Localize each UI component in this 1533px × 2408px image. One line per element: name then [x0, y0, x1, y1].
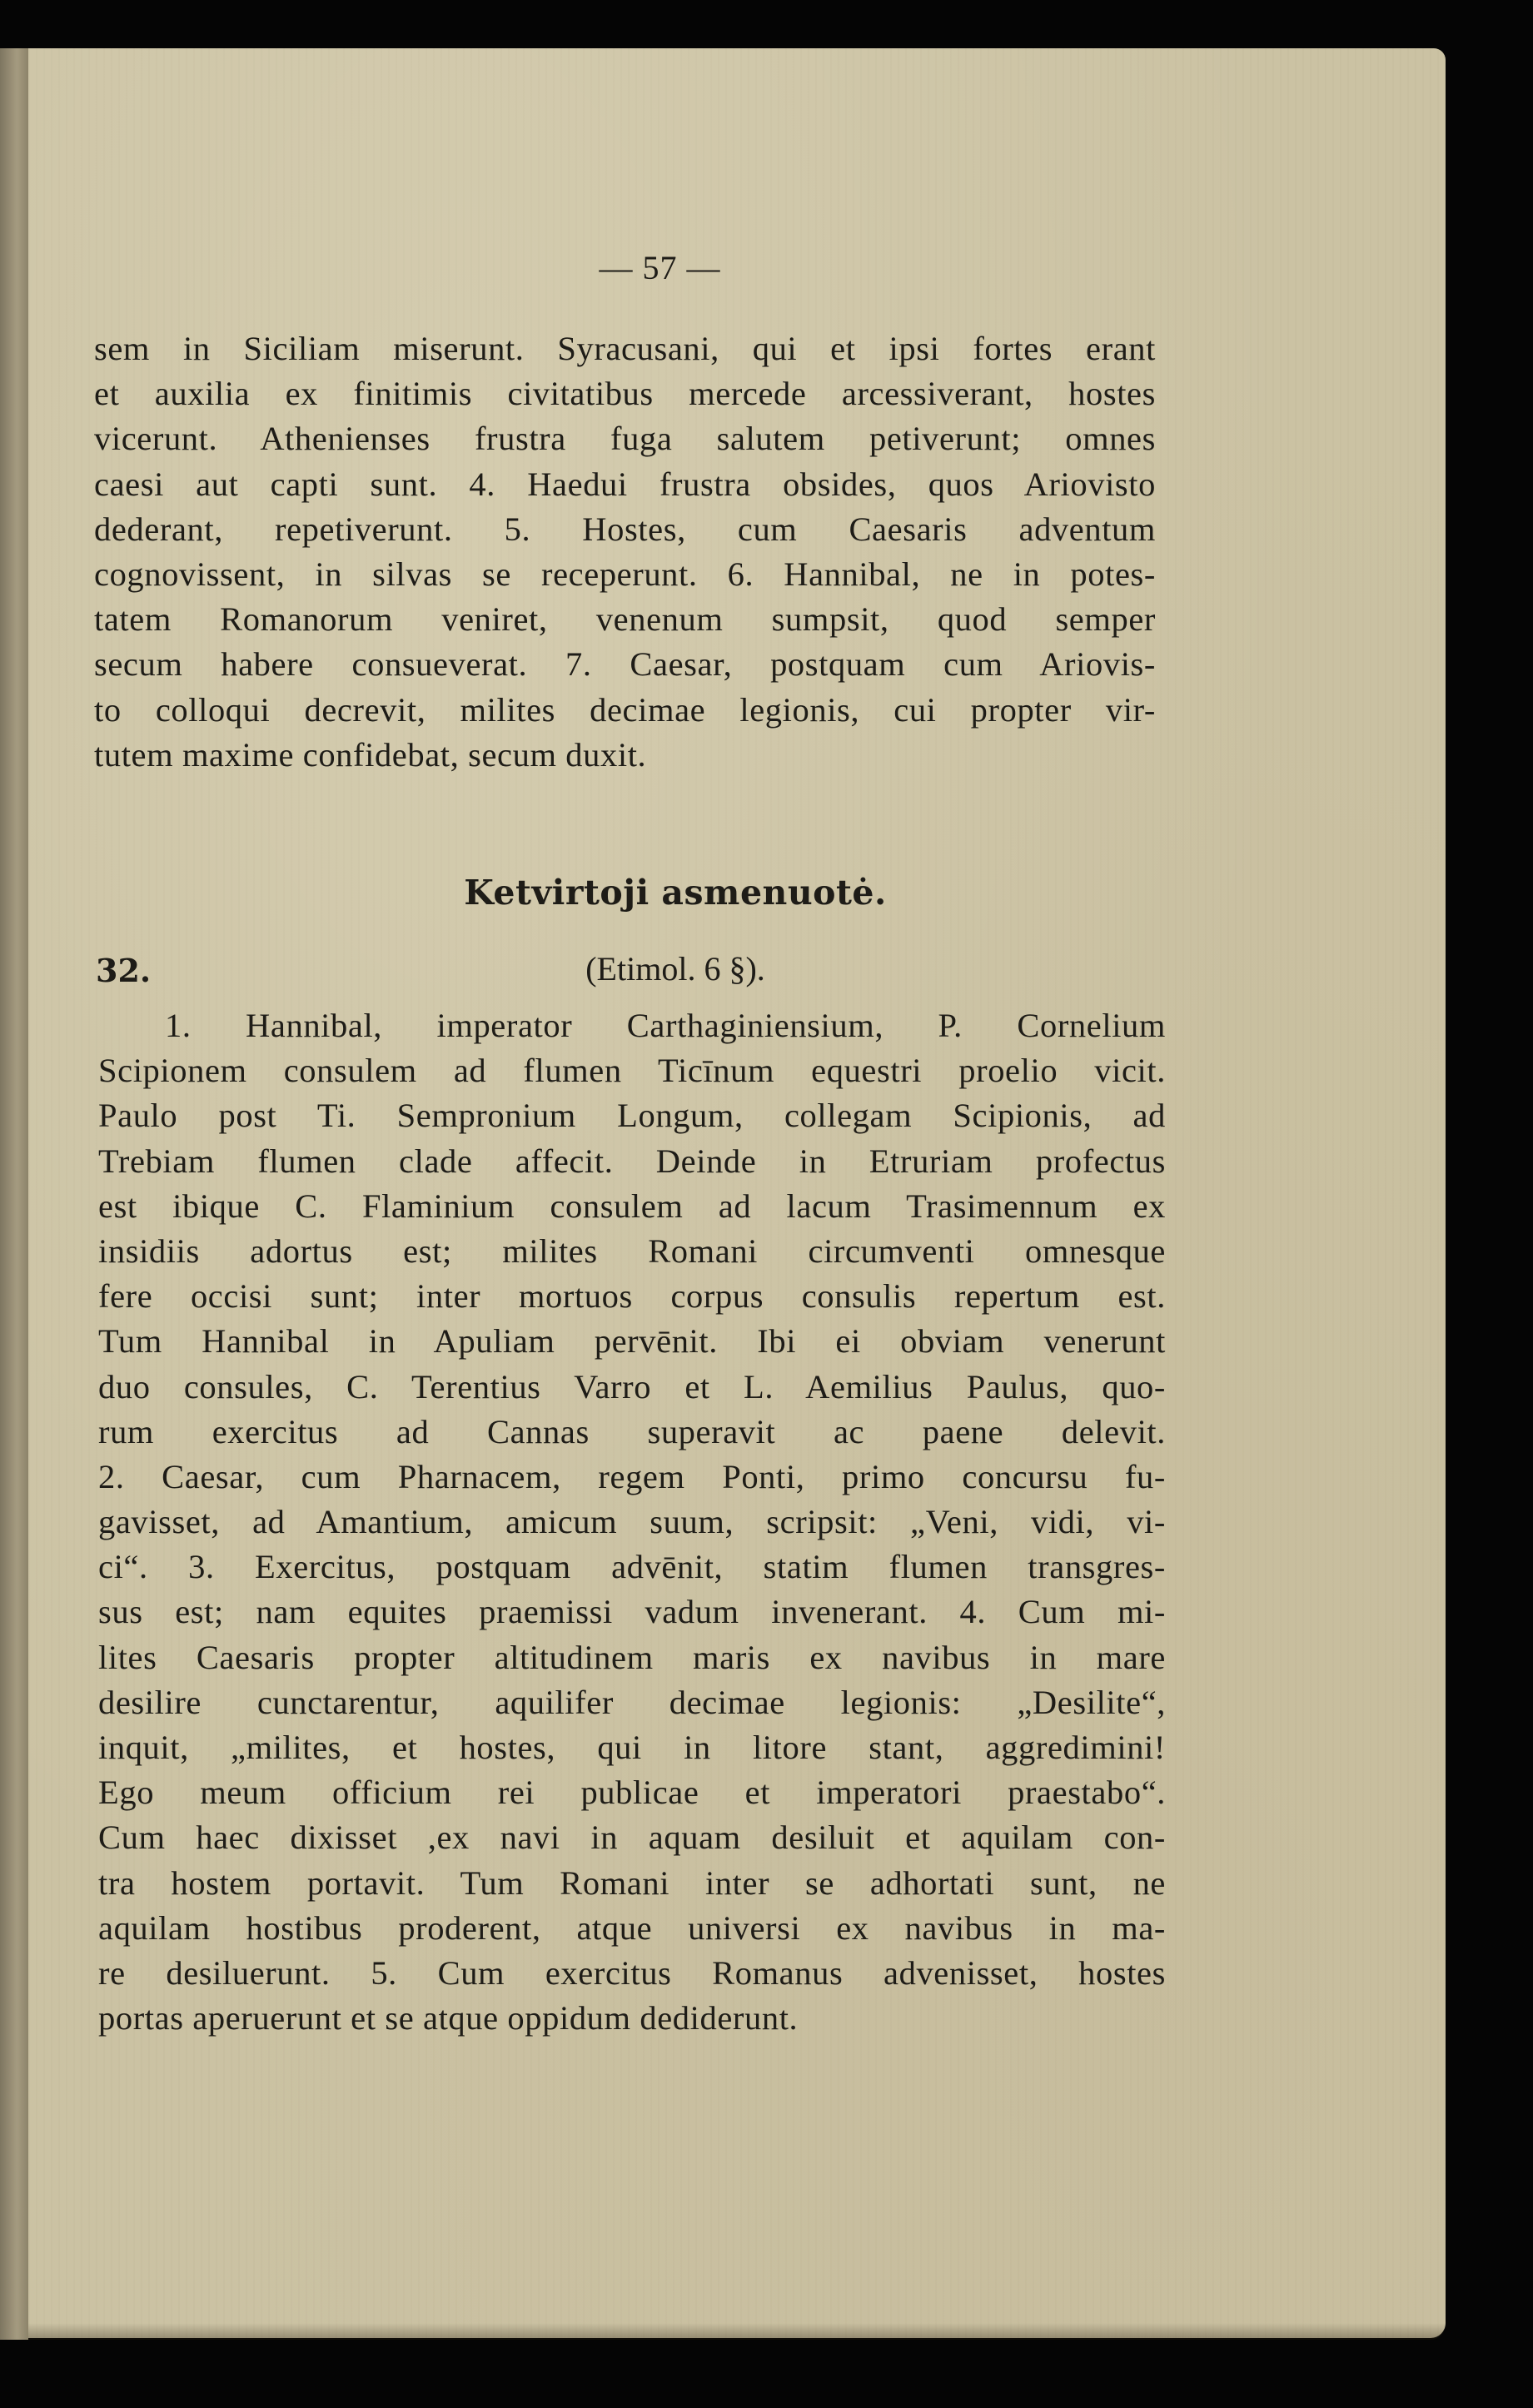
text-line: Tum Hannibal in Apuliam pervēnit. Ibi ei obviam venerunt	[98, 1322, 1166, 1361]
exercise-number: 32.	[96, 952, 152, 989]
text-line: tra hostem portavit. Tum Romani inter se adhortati sunt, ne	[98, 1863, 1166, 1902]
text-line: dederant, repetiverunt. 5. Hostes, cum Caesaris adventum	[94, 510, 1156, 548]
text-line: inquit, „milites, et hostes, qui in litore stant, aggredimini!	[98, 1729, 1166, 1766]
text-line: gavisset, ad Amantium, amicum suum, scripsit: „Veni, vidi, vi-	[98, 1503, 1166, 1541]
adjacent-page-edge	[0, 48, 28, 2340]
text-line: Cum haec dixisset ,ex navi in aquam desiluit et aquilam con-	[98, 1818, 1166, 1857]
text-line: duo consules, C. Terentius Varro et L. Aemilius Paulus, quo-	[98, 1367, 1166, 1405]
text-line: caesi aut capti sunt. 4. Haedui frustra obsides, quos Ariovisto	[94, 465, 1156, 503]
text-line: tutem maxime confidebat, secum duxit.	[94, 735, 647, 774]
text-line: insidiis adortus est; milites Romani circumventi omnesque	[98, 1231, 1166, 1270]
text-line: ci“. 3. Exercitus, postquam advēnit, statim flumen transgres-	[98, 1548, 1166, 1586]
text-line: portas aperuerunt et se atque oppidum dediderunt.	[98, 1999, 799, 2037]
text-line: Trebiam flumen clade affecit. Deinde in Etruriam profectus	[98, 1142, 1166, 1180]
text-line: vicerunt. Athenienses frustra fuga salutem petiverunt; omnes	[94, 420, 1156, 458]
text-line: rum exercitus ad Cannas superavit ac paene delevit.	[98, 1412, 1166, 1450]
text-line: sem in Siciliam miserunt. Syracusani, qui et ipsi fortes erant	[94, 330, 1156, 367]
book-page	[28, 48, 1446, 2338]
text-line: lites Caesaris propter altitudinem maris ex navibus in mare	[98, 1638, 1166, 1676]
text-line: tatem Romanorum veniret, venenum sumpsit, quod semper	[94, 600, 1156, 639]
text-line: secum habere consueverat. 7. Caesar, postquam cum Ariovis-	[94, 645, 1156, 684]
text-line: aquilam hostibus proderent, atque universi ex navibus in ma-	[98, 1908, 1166, 1947]
text-line: cognovissent, in silvas se receperunt. 6. Hannibal, ne in potes-	[94, 555, 1156, 593]
text-line: re desiluerunt. 5. Cum exercitus Romanus advenisset, hostes	[98, 1953, 1166, 1992]
text-line: est ibique C. Flaminium consulem ad lacum Trasimennum ex	[98, 1187, 1166, 1225]
text-line: 2. Caesar, cum Pharnacem, regem Ponti, primo concursu fu-	[98, 1457, 1166, 1495]
text-line: sus est; nam equites praemissi vadum invenerant. 4. Cum mi-	[98, 1593, 1166, 1631]
page-bottom-edge	[28, 2323, 1446, 2340]
exercise-paragraph	[98, 1003, 1166, 2041]
continuation-paragraph	[94, 326, 1156, 778]
text-line: to colloqui decrevit, milites decimae legionis, cui propter vir-	[94, 690, 1156, 729]
text-line: Scipionem consulem ad flumen Ticīnum equestri proelio vicit.	[98, 1052, 1166, 1090]
text-line: Ego meum officium rei publicae et imperatori praestabo“.	[98, 1774, 1166, 1812]
text-line: Paulo post Ti. Sempronium Longum, collegam Scipionis, ad	[98, 1097, 1166, 1135]
section-subheading: (Etimol. 6 §).	[585, 950, 765, 988]
text-line: desilire cunctarentur, aquilifer decimae legionis: „Desilite“,	[98, 1683, 1166, 1721]
text-line: 1. Hannibal, imperator Carthaginiensium, P. Cornelium	[165, 1007, 1166, 1044]
text-line: fere occisi sunt; inter mortuos corpus consulis repertum est.	[98, 1277, 1166, 1316]
page-number: — 57 —	[599, 249, 721, 286]
section-heading: Ketvirtoji asmenuotė.	[464, 873, 887, 913]
text-line: et auxilia ex finitimis civitatibus mercede arcessiverant, hostes	[94, 375, 1156, 413]
